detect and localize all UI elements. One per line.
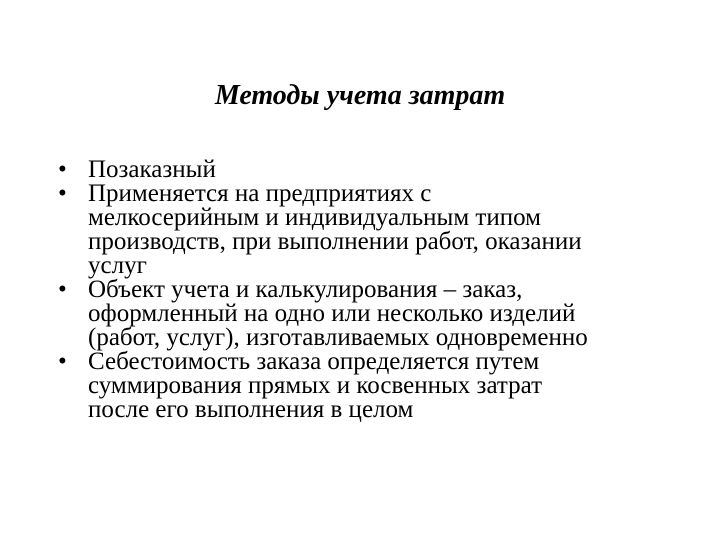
bullet-line: услуг xyxy=(88,252,147,279)
bullet-dot: • xyxy=(58,276,67,303)
bullet-item-applied xyxy=(58,182,678,278)
bullet-dot: • xyxy=(58,156,67,183)
bullet-line: Объект учета и калькулирования – заказ, xyxy=(88,276,523,303)
bullet-line: Применяется на предприятиях с xyxy=(88,180,432,207)
bullet-line: мелкосерийным и индивидуальным типом xyxy=(88,204,541,231)
bullet-line: Позаказный xyxy=(88,156,216,183)
bullet-line: Себестоимость заказа определяется путем xyxy=(88,348,540,375)
bullet-item-cost xyxy=(58,350,678,422)
bullet-line: производств, при выполнении работ, оказании xyxy=(88,228,582,255)
bullet-line: оформленный на одно или несколько изделий xyxy=(88,300,576,327)
bullet-line: (работ, услуг), изготавливаемых одновременно xyxy=(88,324,588,351)
bullet-list xyxy=(58,158,678,422)
bullet-dot: • xyxy=(58,348,67,375)
bullet-item-object xyxy=(58,278,678,350)
slide-title: Методы учета затрат xyxy=(214,80,506,111)
bullet-line: после его выполнения в целом xyxy=(88,396,414,423)
bullet-line: суммирования прямых и косвенных затрат xyxy=(88,372,542,399)
bullet-item-ordering xyxy=(58,158,678,182)
bullet-dot: • xyxy=(58,180,67,207)
